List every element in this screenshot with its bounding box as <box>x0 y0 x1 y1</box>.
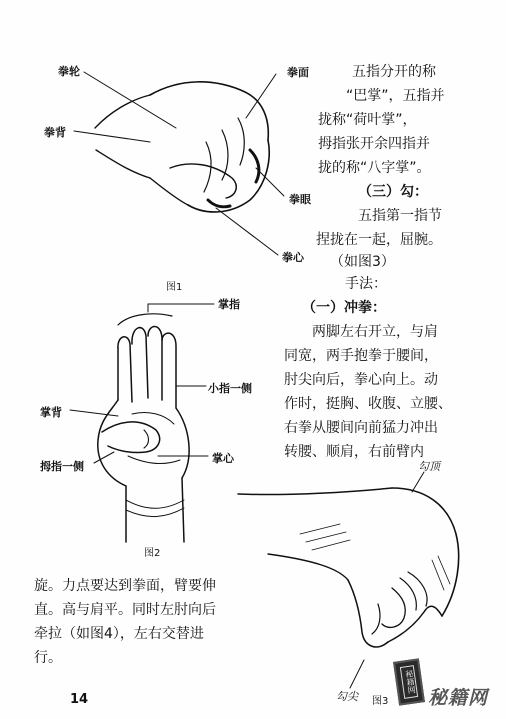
text-line: 拇指张开余四指并 <box>318 136 430 152</box>
text-line: “巴掌”，五指并 <box>346 88 445 104</box>
text-line: 同宽，两手抱拳于腰间， <box>284 348 438 364</box>
fist-face-label: 拳面 <box>287 66 309 79</box>
text-line: 肘尖向后，拳心向上。动 <box>284 372 438 388</box>
text-line: 拢称“荷叶掌”， <box>318 112 417 128</box>
text-line: 转腰、顺肩，右前臂内 <box>284 444 424 460</box>
technique-heading: 手法： <box>345 276 387 292</box>
text-line: 右拳从腰间向前猛力冲出 <box>284 420 438 436</box>
punch-heading: （一）冲拳： <box>302 300 386 316</box>
text-line: 旋。力点要达到拳面，臂要伸 <box>34 578 216 594</box>
hook-top-label: 勾顶 <box>418 460 440 473</box>
page-number: 14 <box>70 692 89 707</box>
thumb-side-label: 拇指一侧 <box>40 460 84 473</box>
fist-back-label: 拳背 <box>44 126 66 139</box>
text-line: （如图3） <box>330 254 395 270</box>
palm-fingers-label: 掌指 <box>218 298 240 311</box>
palm-back-label: 掌背 <box>40 406 62 419</box>
text-line: 五指分开的称 <box>352 64 436 80</box>
hook-tip-label: 勾尖 <box>336 690 358 703</box>
text-line: 行。 <box>34 650 62 666</box>
text-line: 捏拢在一起，屈腕。 <box>316 232 442 248</box>
text-line: 五指第一指节 <box>358 208 442 224</box>
watermark-text: 秘籍网 <box>428 687 489 709</box>
fist-edge-label: 拳轮 <box>58 65 80 78</box>
text-line: 作时，挺胸、收腹、立腰、 <box>284 396 452 412</box>
fist-eye-label: 拳眼 <box>289 193 311 206</box>
text-line: 两脚左右开立，与肩 <box>312 324 438 340</box>
palm-heart-label: 掌心 <box>212 452 234 465</box>
fist-heart-label: 拳心 <box>282 251 304 264</box>
little-finger-side-label: 小指一侧 <box>208 382 252 395</box>
seal-text: 秘籍网 <box>400 665 418 699</box>
text-line: 拢的称“八字掌”。 <box>318 160 431 176</box>
text-line: 牵拉（如图4），左右交替进 <box>34 626 204 642</box>
hook-heading: （三）勾： <box>358 184 428 200</box>
figure-3-caption: 图3 <box>372 696 389 707</box>
text-line: 直。高与肩平。同时左肘向后 <box>34 602 216 618</box>
figure-1-caption: 图1 <box>166 282 183 293</box>
figure-2-caption: 图2 <box>144 548 161 559</box>
